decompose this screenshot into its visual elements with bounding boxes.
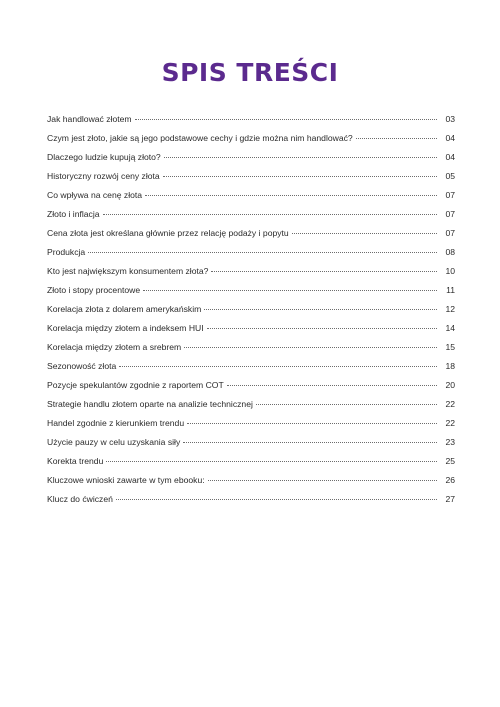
toc-page-number: 20 [445, 380, 455, 390]
dot-leader [256, 404, 437, 405]
toc-page-number: 07 [445, 228, 455, 238]
toc-entry[interactable] [47, 474, 455, 493]
toc-entry-title: Użycie pauzy w celu uzyskania siły [47, 437, 181, 447]
toc-entry-title: Handel zgodnie z kierunkiem trendu [47, 418, 185, 428]
toc-page-number: 25 [445, 456, 455, 466]
toc-entry-title: Kto jest największym konsumentem złota? [47, 266, 209, 276]
dot-leader [164, 157, 437, 158]
dot-leader [208, 480, 437, 481]
toc-entry[interactable] [47, 265, 455, 284]
toc-entry-title: Klucz do ćwiczeń [47, 494, 113, 504]
toc-entry[interactable] [47, 170, 455, 189]
dot-leader [163, 176, 437, 177]
dot-leader [207, 328, 437, 329]
toc-page-number: 07 [445, 209, 455, 219]
toc-page-number: 11 [446, 285, 455, 295]
dot-leader [103, 214, 437, 215]
dot-leader [135, 119, 437, 120]
toc-entry-title: Korelacja między złotem a srebrem [47, 342, 182, 352]
dot-leader [183, 442, 437, 443]
toc-page-number: 04 [445, 133, 455, 143]
toc-entry[interactable] [47, 436, 455, 455]
toc-entry[interactable] [47, 341, 455, 360]
toc-entry[interactable] [47, 284, 455, 303]
toc-page-number: 05 [445, 171, 455, 181]
toc-page-number: 23 [445, 437, 455, 447]
toc-page-number: 07 [445, 190, 455, 200]
toc-entry[interactable] [47, 398, 455, 417]
toc-entry-title: Jak handlować złotem [47, 114, 132, 124]
toc-entry[interactable] [47, 379, 455, 398]
dot-leader [187, 423, 437, 424]
dot-leader [204, 309, 437, 310]
toc-entry-title: Czym jest złoto, jakie są jego podstawowe cechy i gdzie można nim handlować? [47, 133, 353, 143]
dot-leader [227, 385, 437, 386]
dot-leader [116, 499, 437, 500]
toc-entry[interactable] [47, 303, 455, 322]
toc-page-number: 22 [445, 399, 455, 409]
dot-leader [292, 233, 437, 234]
toc-entry-title: Co wpływa na cenę złota [47, 190, 143, 200]
toc-entry-title: Dlaczego ludzie kupują złoto? [47, 152, 161, 162]
toc-page-number: 03 [445, 114, 455, 124]
dot-leader [184, 347, 437, 348]
toc-entry-title: Pozycje spekulantów zgodnie z raportem COT [47, 380, 224, 390]
toc-page-number: 15 [445, 342, 455, 352]
toc-entry-title: Cena złota jest określana głównie przez relację podaży i popytu [47, 228, 289, 238]
toc-entry-title: Historyczny rozwój ceny złota [47, 171, 160, 181]
toc-entry[interactable] [47, 493, 455, 512]
dot-leader [106, 461, 437, 462]
toc-page-number: 26 [445, 475, 455, 485]
toc-entry[interactable] [47, 227, 455, 246]
dot-leader [143, 290, 437, 291]
toc-page-number: 12 [445, 304, 455, 314]
toc-page-number: 14 [445, 323, 455, 333]
toc-entry[interactable] [47, 417, 455, 436]
toc-entry-title: Strategie handlu złotem oparte na analizie technicznej [47, 399, 253, 409]
toc-page-number: 04 [445, 152, 455, 162]
toc-page-number: 08 [445, 247, 455, 257]
toc-page-number: 27 [445, 494, 455, 504]
toc-entry[interactable] [47, 151, 455, 170]
toc-entry[interactable] [47, 322, 455, 341]
toc-entry[interactable] [47, 455, 455, 474]
page-title: SPIS TREŚCI [161, 58, 339, 87]
toc-entry-title: Sezonowość złota [47, 361, 117, 371]
toc-entry-title: Złoto i inflacja [47, 209, 100, 219]
toc-entry[interactable] [47, 208, 455, 227]
toc-entry-title: Korekta trendu [47, 456, 104, 466]
toc-page-number: 22 [445, 418, 455, 428]
dot-leader [356, 138, 437, 139]
toc-entry[interactable] [47, 132, 455, 151]
toc-entry[interactable] [47, 189, 455, 208]
dot-leader [211, 271, 437, 272]
toc-entry-title: Korelacja między złotem a indeksem HUI [47, 323, 204, 333]
toc-page-number: 10 [445, 266, 455, 276]
toc-entry[interactable] [47, 113, 455, 132]
toc-page-number: 18 [445, 361, 455, 371]
dot-leader [88, 252, 437, 253]
table-of-contents [47, 113, 455, 512]
dot-leader [119, 366, 437, 367]
toc-entry-title: Kluczowe wnioski zawarte w tym ebooku: [47, 475, 205, 485]
toc-entry-title: Korelacja złota z dolarem amerykańskim [47, 304, 202, 314]
dot-leader [145, 195, 437, 196]
toc-entry[interactable] [47, 246, 455, 265]
toc-entry-title: Produkcja [47, 247, 86, 257]
toc-entry[interactable] [47, 360, 455, 379]
toc-entry-title: Złoto i stopy procentowe [47, 285, 141, 295]
